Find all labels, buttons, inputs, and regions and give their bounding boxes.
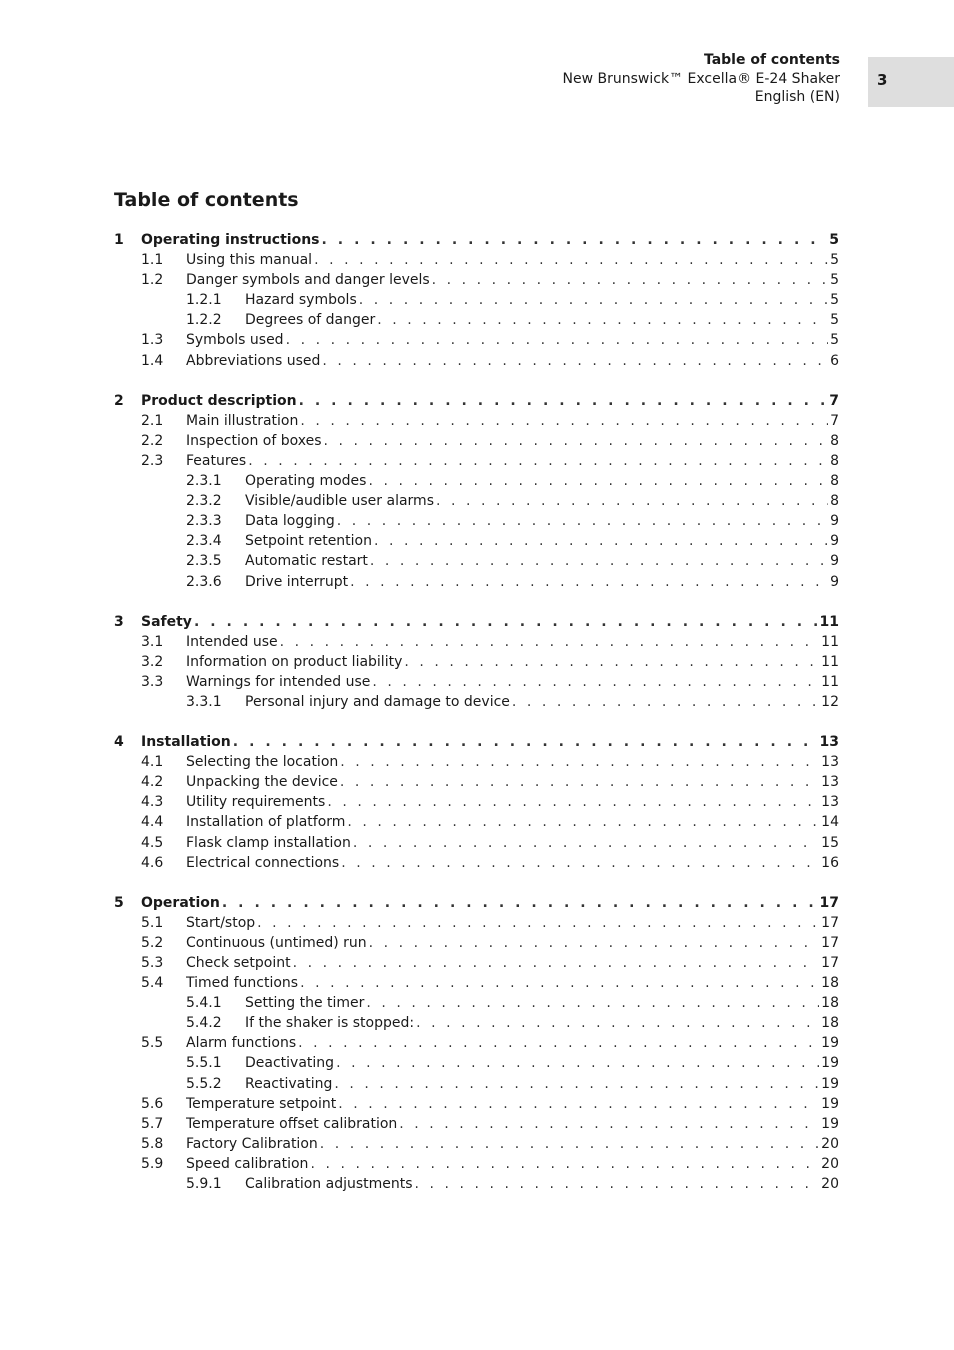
toc-entry-level-3 (114, 491, 839, 511)
toc-entry-leader (245, 1174, 839, 1194)
page-title: Table of contents (114, 189, 299, 211)
toc-entry-level-2 (114, 632, 839, 652)
toc-entry-title: Safety (141, 613, 192, 630)
toc-entry-leader (186, 792, 839, 812)
toc-entry-level-3 (114, 572, 839, 592)
toc-entry-number: 5.4.2 (186, 1015, 222, 1032)
toc-entry-title: Operation (141, 894, 220, 911)
toc-entry-page: 5 (830, 312, 839, 329)
toc-entry-number: 5.3 (141, 955, 164, 971)
header-title: Table of contents (703, 52, 840, 68)
toc-dot-leader (341, 853, 819, 873)
toc-entry-number: 1.1 (141, 252, 164, 269)
toc-entry-page: 5 (830, 292, 839, 309)
toc-entry-leader (186, 933, 839, 953)
toc-dot-leader (336, 1053, 819, 1073)
toc-entry-page: 11 (821, 673, 839, 690)
toc-dot-leader (359, 290, 828, 310)
toc-dot-leader (374, 531, 828, 551)
toc-entry-title: Using this manual (186, 252, 313, 269)
toc-dot-leader (338, 1094, 819, 1114)
toc-dot-leader (512, 692, 819, 712)
toc-entry-level-3 (114, 1013, 839, 1033)
toc-entry-page: 8 (830, 452, 839, 469)
toc-dot-leader (340, 772, 819, 792)
toc-entry-page: 11 (821, 653, 839, 670)
toc-entry-level-2 (114, 431, 839, 451)
toc-entry-number: 3.3 (141, 673, 164, 690)
toc-entry-title: Main illustration (186, 412, 299, 429)
toc-entry-level-1 (114, 230, 839, 250)
toc-dot-leader (324, 431, 829, 451)
toc-entry-title: Features (186, 452, 247, 469)
toc-entry-number: 5.8 (141, 1135, 164, 1152)
toc-entry-leader (245, 471, 839, 491)
toc-entry-page: 8 (830, 493, 839, 510)
toc-dot-leader (404, 652, 819, 672)
toc-entry-level-2 (114, 853, 839, 873)
toc-entry-level-3 (114, 511, 839, 531)
toc-entry-level-3 (114, 692, 839, 712)
toc-entry-leader (186, 1134, 839, 1154)
toc-entry-page: 19 (821, 1075, 839, 1092)
toc-entry-level-3 (114, 531, 839, 551)
toc-entry-page: 17 (821, 955, 839, 971)
toc-dot-leader (327, 792, 819, 812)
toc-dot-leader (370, 551, 828, 571)
toc-entry-number: 5.5.2 (186, 1075, 222, 1092)
toc-entry-number: 5.5.1 (186, 1055, 222, 1072)
toc-entry-page: 9 (830, 553, 839, 570)
toc-entry-number: 2.2 (141, 432, 164, 449)
toc-entry-leader (245, 1013, 839, 1033)
toc-entry-number: 4.4 (141, 814, 164, 831)
toc-entry-title: Product description (141, 392, 297, 409)
toc-dot-leader (280, 632, 820, 652)
section-gap (114, 371, 839, 391)
toc-entry-level-3 (114, 290, 839, 310)
toc-entry-number: 2 (114, 392, 124, 409)
toc-entry-level-2 (114, 752, 839, 772)
toc-entry-level-3 (114, 1053, 839, 1073)
toc-entry-title: Flask clamp installation (186, 834, 351, 851)
toc-dot-leader (322, 230, 828, 250)
toc-entry-page: 5 (830, 252, 839, 269)
toc-entry-level-3 (114, 471, 839, 491)
toc-entry-page: 6 (830, 352, 839, 369)
toc-entry-page: 18 (821, 995, 839, 1012)
running-header (563, 51, 840, 107)
toc-entry-number: 1.3 (141, 332, 164, 349)
toc-entry-leader (186, 1094, 839, 1114)
toc-entry-leader (186, 270, 839, 290)
toc-entry-number: 3.3.1 (186, 693, 222, 710)
toc-entry-leader (186, 351, 839, 371)
section-gap (114, 873, 839, 893)
header-language: English (EN) (754, 89, 840, 105)
toc-entry-page: 17 (821, 934, 839, 951)
toc-dot-leader (432, 270, 828, 290)
toc-dot-leader (310, 1154, 819, 1174)
toc-dot-leader (222, 893, 818, 913)
toc-dot-leader (377, 310, 828, 330)
toc-dot-leader (372, 672, 819, 692)
toc-entry-leader (186, 1154, 839, 1174)
toc-entry-leader (245, 511, 839, 531)
toc-entry-page: 19 (821, 1035, 839, 1052)
toc-entry-leader (186, 1033, 839, 1053)
toc-entry-number: 5.4 (141, 975, 164, 992)
toc-dot-leader (257, 913, 819, 933)
toc-entry-leader (186, 833, 839, 853)
toc-entry-level-3 (114, 993, 839, 1013)
toc-entry-title: Reactivating (245, 1075, 333, 1092)
toc-entry-number: 2.3.3 (186, 513, 222, 530)
toc-entry-page: 19 (821, 1115, 839, 1132)
toc-entry-title: Automatic restart (245, 553, 368, 570)
toc-entry-title: Setting the timer (245, 995, 365, 1012)
toc-entry-title: Warnings for intended use (186, 673, 371, 690)
toc-entry-level-2 (114, 792, 839, 812)
toc-dot-leader (353, 833, 819, 853)
toc-entry-leader (245, 1074, 839, 1094)
toc-entry-number: 3.1 (141, 633, 164, 650)
toc-entry-page: 18 (821, 975, 839, 992)
toc-entry-level-2 (114, 270, 839, 290)
toc-entry-page: 13 (821, 794, 839, 811)
toc-entry-title: Intended use (186, 633, 278, 650)
toc-entry-page: 13 (821, 774, 839, 791)
toc-entry-title: Setpoint retention (245, 533, 372, 550)
toc-entry-leader (245, 551, 839, 571)
toc-entry-level-2 (114, 250, 839, 270)
toc-entry-page: 20 (821, 1135, 839, 1152)
toc-entry-number: 4.1 (141, 754, 164, 771)
toc-entry-title: Alarm functions (186, 1035, 297, 1052)
toc-entry-number: 4.3 (141, 794, 164, 811)
toc-entry-level-2 (114, 411, 839, 431)
toc-entry-level-2 (114, 973, 839, 993)
toc-entry-title: Temperature offset calibration (186, 1115, 398, 1132)
toc-dot-leader (347, 812, 819, 832)
toc-entry-leader (141, 732, 839, 752)
toc-entry-title: Information on product liability (186, 653, 403, 670)
toc-entry-page: 19 (821, 1095, 839, 1112)
toc-entry-number: 2.3.1 (186, 473, 222, 490)
toc-entry-level-3 (114, 551, 839, 571)
toc-dot-leader (300, 973, 819, 993)
toc-entry-level-1 (114, 612, 839, 632)
toc-entry-leader (186, 853, 839, 873)
section-gap (114, 592, 839, 612)
toc-entry-title: Operating instructions (141, 232, 320, 248)
toc-entry-title: Visible/audible user alarms (245, 493, 434, 510)
toc-entry-title: Temperature setpoint (186, 1095, 337, 1112)
toc-entry-number: 4.5 (141, 834, 164, 851)
toc-entry-title: Data logging (245, 513, 335, 530)
toc-entry-title: Hazard symbols (245, 292, 357, 309)
toc-entry-page: 12 (821, 693, 839, 710)
toc-entry-leader (186, 250, 839, 270)
toc-entry-title: Check setpoint (186, 955, 291, 971)
toc-entry-page: 11 (819, 613, 839, 630)
toc-dot-leader (320, 1134, 819, 1154)
toc-dot-leader (340, 752, 819, 772)
toc-entry-number: 1 (114, 232, 124, 248)
toc-entry-level-2 (114, 1094, 839, 1114)
toc-dot-leader (337, 511, 828, 531)
toc-entry-number: 2.3.2 (186, 493, 222, 510)
toc-dot-leader (314, 250, 828, 270)
toc-entry-leader (186, 672, 839, 692)
toc-entry-title: Selecting the location (186, 754, 339, 771)
toc-dot-leader (248, 451, 828, 471)
toc-entry-title: Start/stop (186, 914, 256, 931)
toc-entry-leader (245, 572, 839, 592)
toc-dot-leader (293, 953, 820, 973)
toc-entry-level-1 (114, 732, 839, 752)
toc-entry-number: 1.2.2 (186, 312, 222, 329)
toc-entry-page: 13 (819, 734, 839, 751)
toc-entry-title: Timed functions (186, 975, 299, 992)
toc-entry-number: 1.4 (141, 352, 164, 369)
toc-entry-leader (186, 431, 839, 451)
toc-entry-page: 18 (821, 1015, 839, 1032)
toc-entry-level-2 (114, 1154, 839, 1174)
toc-entry-level-2 (114, 913, 839, 933)
toc-entry-page: 15 (821, 834, 839, 851)
toc-entry-number: 4.6 (141, 854, 164, 871)
toc-entry-number: 5.6 (141, 1095, 164, 1112)
toc-entry-number: 2.3 (141, 452, 164, 469)
toc-entry-number: 1.2.1 (186, 292, 222, 309)
section-gap (114, 712, 839, 732)
toc-entry-level-2 (114, 330, 839, 350)
toc-entry-page: 8 (830, 473, 839, 490)
toc-entry-level-2 (114, 933, 839, 953)
toc-dot-leader (415, 1174, 820, 1194)
toc-entry-level-3 (114, 1174, 839, 1194)
toc-dot-leader (369, 933, 820, 953)
toc-entry-title: Installation (141, 734, 231, 751)
toc-dot-leader (366, 993, 819, 1013)
toc-entry-title: Factory Calibration (186, 1135, 318, 1152)
toc-entry-number: 3 (114, 613, 124, 630)
toc-entry-leader (186, 411, 839, 431)
toc-entry-leader (141, 391, 839, 411)
toc-entry-title: Unpacking the device (186, 774, 338, 791)
toc-entry-leader (186, 632, 839, 652)
toc-entry-level-2 (114, 1033, 839, 1053)
toc-entry-number: 5.4.1 (186, 995, 222, 1012)
toc-entry-leader (245, 310, 839, 330)
toc-entry-title: Calibration adjustments (245, 1176, 413, 1193)
toc-entry-number: 5.5 (141, 1035, 164, 1052)
toc-entry-page: 17 (821, 914, 839, 931)
toc-entry-number: 3.2 (141, 653, 164, 670)
table-of-contents (114, 230, 839, 1194)
toc-entry-leader (245, 491, 839, 511)
toc-dot-leader (436, 491, 828, 511)
toc-entry-title: Speed calibration (186, 1155, 309, 1172)
toc-entry-page: 16 (821, 854, 839, 871)
toc-entry-leader (141, 612, 839, 632)
toc-entry-level-2 (114, 652, 839, 672)
toc-entry-level-1 (114, 893, 839, 913)
toc-entry-page: 20 (821, 1176, 839, 1193)
toc-entry-title: Operating modes (245, 473, 367, 490)
toc-entry-page: 8 (830, 432, 839, 449)
toc-dot-leader (233, 732, 818, 752)
toc-dot-leader (334, 1074, 819, 1094)
toc-entry-level-2 (114, 772, 839, 792)
toc-entry-title: Abbreviations used (186, 352, 321, 369)
toc-entry-leader (186, 913, 839, 933)
toc-entry-leader (186, 973, 839, 993)
toc-entry-page: 9 (830, 573, 839, 590)
toc-entry-page: 9 (830, 513, 839, 530)
toc-entry-leader (245, 290, 839, 310)
toc-entry-title: Danger symbols and danger levels (186, 272, 430, 289)
page-number: 3 (877, 71, 888, 89)
toc-entry-page: 14 (821, 814, 839, 831)
header-product: New Brunswick™ Excella® E-24 Shaker (562, 70, 840, 87)
toc-entry-level-2 (114, 1134, 839, 1154)
toc-entry-level-2 (114, 672, 839, 692)
toc-entry-page: 11 (821, 633, 839, 650)
toc-entry-number: 5.7 (141, 1115, 164, 1132)
toc-entry-leader (186, 451, 839, 471)
toc-entry-leader (245, 993, 839, 1013)
toc-entry-number: 5 (114, 894, 124, 911)
toc-dot-leader (322, 351, 828, 371)
toc-entry-level-3 (114, 310, 839, 330)
toc-entry-number: 1.2 (141, 272, 164, 289)
toc-entry-number: 5.9.1 (186, 1176, 222, 1193)
toc-entry-title: Degrees of danger (245, 312, 376, 329)
toc-entry-title: If the shaker is stopped: (245, 1015, 415, 1032)
toc-entry-leader (186, 812, 839, 832)
toc-entry-level-2 (114, 351, 839, 371)
toc-entry-leader (186, 330, 839, 350)
toc-entry-title: Symbols used (186, 332, 284, 349)
toc-entry-leader (141, 230, 839, 250)
toc-dot-leader (350, 572, 828, 592)
toc-entry-title: Utility requirements (186, 794, 326, 811)
toc-entry-level-2 (114, 451, 839, 471)
toc-entry-title: Personal injury and damage to device (245, 693, 510, 710)
toc-entry-level-2 (114, 1114, 839, 1134)
toc-entry-number: 5.1 (141, 914, 164, 931)
toc-entry-page: 13 (821, 754, 839, 771)
toc-entry-level-3 (114, 1074, 839, 1094)
toc-entry-title: Inspection of boxes (186, 432, 322, 449)
toc-dot-leader (194, 612, 818, 632)
toc-entry-page: 20 (821, 1155, 839, 1172)
toc-entry-level-2 (114, 953, 839, 973)
toc-dot-leader (399, 1114, 819, 1134)
toc-entry-title: Electrical connections (186, 854, 340, 871)
toc-entry-level-1 (114, 391, 839, 411)
toc-entry-number: 2.1 (141, 412, 164, 429)
toc-entry-page: 9 (830, 533, 839, 550)
toc-entry-leader (186, 652, 839, 672)
toc-entry-number: 4 (114, 734, 124, 751)
toc-entry-leader (245, 692, 839, 712)
toc-entry-level-2 (114, 812, 839, 832)
toc-entry-level-2 (114, 833, 839, 853)
toc-dot-leader (286, 330, 829, 350)
toc-dot-leader (299, 391, 828, 411)
toc-entry-title: Deactivating (245, 1055, 335, 1072)
toc-entry-page: 5 (830, 272, 839, 289)
toc-entry-page: 5 (830, 332, 839, 349)
toc-dot-leader (416, 1013, 819, 1033)
toc-entry-number: 2.3.5 (186, 553, 222, 570)
toc-dot-leader (298, 1033, 819, 1053)
toc-entry-number: 5.9 (141, 1155, 164, 1172)
toc-entry-number: 2.3.4 (186, 533, 222, 550)
toc-entry-number: 5.2 (141, 934, 164, 951)
toc-entry-number: 4.2 (141, 774, 164, 791)
toc-entry-leader (245, 531, 839, 551)
toc-entry-leader (186, 752, 839, 772)
toc-entry-leader (186, 953, 839, 973)
toc-entry-leader (186, 772, 839, 792)
toc-entry-page: 7 (830, 412, 839, 429)
toc-entry-title: Installation of platform (186, 814, 346, 831)
toc-entry-page: 17 (819, 894, 839, 911)
toc-dot-leader (300, 411, 828, 431)
toc-entry-number: 2.3.6 (186, 573, 222, 590)
toc-entry-page: 19 (821, 1055, 839, 1072)
toc-entry-page: 5 (829, 232, 839, 248)
toc-entry-page: 7 (829, 392, 839, 409)
toc-entry-leader (245, 1053, 839, 1073)
toc-dot-leader (368, 471, 828, 491)
toc-entry-leader (186, 1114, 839, 1134)
toc-entry-title: Continuous (untimed) run (186, 934, 367, 951)
toc-entry-leader (141, 893, 839, 913)
toc-entry-title: Drive interrupt (245, 573, 349, 590)
page-number-tab (868, 57, 954, 107)
